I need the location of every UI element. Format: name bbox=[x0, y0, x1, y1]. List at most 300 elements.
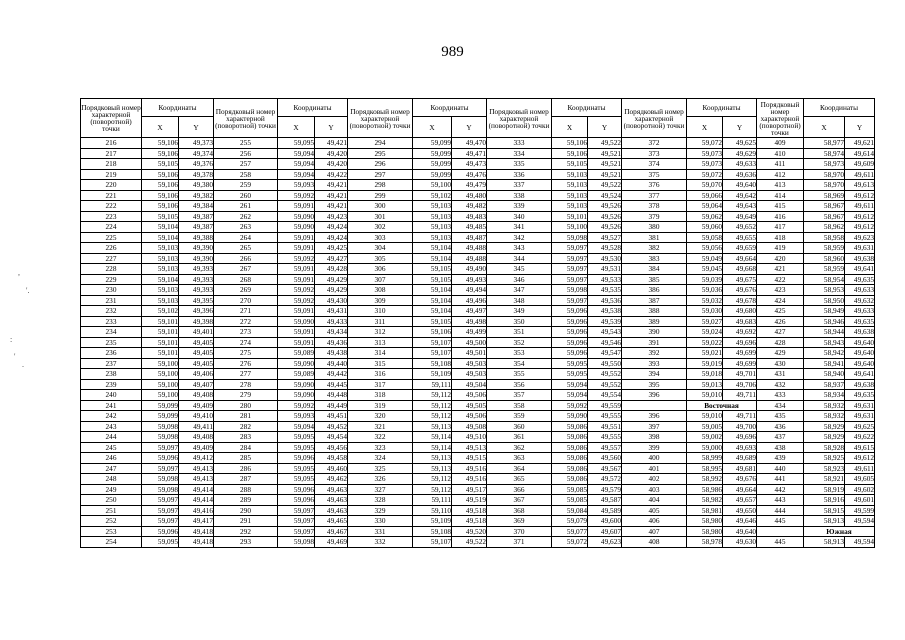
x-coordinate-cell: 59,111 bbox=[413, 495, 452, 506]
point-number-cell: 401 bbox=[622, 463, 687, 474]
point-number-cell: 263 bbox=[214, 222, 278, 233]
y-coordinate-cell: 49,636 bbox=[723, 169, 757, 180]
point-number-cell: 430 bbox=[757, 358, 804, 369]
y-coordinate-cell: 49,406 bbox=[179, 369, 214, 380]
x-coordinate-cell: 59,103 bbox=[142, 285, 179, 296]
x-coordinate-cell: 59,091 bbox=[278, 201, 315, 212]
point-number-cell: 440 bbox=[757, 463, 804, 474]
y-coordinate-cell: 49,382 bbox=[179, 190, 214, 201]
y-coordinate-cell: 49,393 bbox=[179, 285, 214, 296]
x-coordinate-cell: 59,092 bbox=[278, 253, 315, 264]
y-coordinate-cell: 49,482 bbox=[452, 201, 487, 212]
y-coordinate-cell: 49,675 bbox=[723, 274, 757, 285]
point-number-cell: 276 bbox=[214, 358, 278, 369]
y-coordinate-cell: 49,490 bbox=[452, 264, 487, 275]
y-coordinate-cell: 49,609 bbox=[845, 159, 875, 170]
x-coordinate-cell: 59,090 bbox=[278, 358, 315, 369]
x-coordinate-cell: 58,992 bbox=[687, 474, 723, 485]
y-coordinate-cell: 49,579 bbox=[588, 484, 622, 495]
x-coordinate-cell: 59,094 bbox=[552, 390, 588, 401]
y-coordinate-cell: 49,646 bbox=[723, 516, 757, 527]
x-coordinate-cell: 59,106 bbox=[142, 190, 179, 201]
y-coordinate-cell: 49,522 bbox=[588, 138, 622, 149]
y-coordinate-cell: 49,390 bbox=[179, 243, 214, 254]
y-coordinate-cell: 49,652 bbox=[723, 222, 757, 233]
table-row bbox=[81, 180, 875, 191]
point-number-cell: 304 bbox=[348, 243, 413, 254]
point-number-cell: 321 bbox=[348, 421, 413, 432]
table-row bbox=[81, 453, 875, 464]
y-coordinate-cell: 49,505 bbox=[452, 400, 487, 411]
x-coordinate-cell: 59,096 bbox=[142, 526, 179, 537]
table-row bbox=[81, 358, 875, 369]
point-number-cell: 231 bbox=[81, 295, 142, 306]
y-coordinate-cell: 49,501 bbox=[452, 348, 487, 359]
x-coordinate-cell: 59,072 bbox=[687, 169, 723, 180]
point-number-cell: 232 bbox=[81, 306, 142, 317]
y-coordinate-cell: 49,508 bbox=[452, 421, 487, 432]
y-coordinate-cell: 49,448 bbox=[315, 390, 348, 401]
x-coordinate-cell: 58,953 bbox=[804, 285, 845, 296]
x-coordinate-cell: 59,010 bbox=[687, 390, 723, 401]
x-coordinate-cell: 59,094 bbox=[552, 379, 588, 390]
point-number-cell: 337 bbox=[487, 180, 552, 191]
x-coordinate-cell: 59,103 bbox=[142, 243, 179, 254]
point-number-cell: 403 bbox=[622, 484, 687, 495]
y-coordinate-cell: 49,445 bbox=[315, 379, 348, 390]
x-coordinate-cell: 59,090 bbox=[278, 390, 315, 401]
point-number-cell: 254 bbox=[81, 537, 142, 548]
x-coordinate-cell: 59,099 bbox=[413, 159, 452, 170]
point-number-cell: 360 bbox=[487, 421, 552, 432]
y-coordinate-cell: 49,526 bbox=[588, 201, 622, 212]
x-coordinate-cell: 58,967 bbox=[804, 201, 845, 212]
x-coordinate-cell: 58,967 bbox=[804, 211, 845, 222]
point-number-cell: 420 bbox=[757, 253, 804, 264]
y-coordinate-cell: 49,611 bbox=[845, 169, 875, 180]
point-number-cell: 445 bbox=[757, 516, 804, 527]
y-coordinate-cell: 49,429 bbox=[315, 285, 348, 296]
x-column-header: X bbox=[278, 117, 315, 138]
y-coordinate-cell: 49,498 bbox=[452, 316, 487, 327]
margin-mark: : bbox=[10, 335, 13, 344]
point-number-cell: 409 bbox=[757, 138, 804, 149]
y-coordinate-cell: 49,393 bbox=[179, 264, 214, 275]
y-coordinate-cell: 49,594 bbox=[845, 537, 875, 548]
point-number-cell: 369 bbox=[487, 516, 552, 527]
y-coordinate-cell: 49,413 bbox=[179, 474, 214, 485]
point-number-cell: 417 bbox=[757, 222, 804, 233]
y-coordinate-cell: 49,411 bbox=[179, 421, 214, 432]
x-coordinate-cell: 59,097 bbox=[142, 516, 179, 527]
x-coordinate-cell: 59,097 bbox=[142, 505, 179, 516]
y-coordinate-cell: 49,380 bbox=[179, 180, 214, 191]
y-coordinate-cell: 49,668 bbox=[723, 264, 757, 275]
y-column-header: Y bbox=[452, 117, 487, 138]
y-coordinate-cell: 49,535 bbox=[588, 285, 622, 296]
point-number-cell: 233 bbox=[81, 316, 142, 327]
x-coordinate-cell: 59,092 bbox=[278, 400, 315, 411]
x-coordinate-cell: 59,096 bbox=[552, 337, 588, 348]
x-coordinate-cell: 59,108 bbox=[413, 526, 452, 537]
y-coordinate-cell: 49,409 bbox=[179, 442, 214, 453]
x-coordinate-cell: 59,095 bbox=[142, 537, 179, 548]
x-coordinate-cell: 59,095 bbox=[278, 463, 315, 474]
coordinates-header: Координаты bbox=[804, 99, 875, 117]
x-coordinate-cell: 59,106 bbox=[142, 169, 179, 180]
point-number-cell: 426 bbox=[757, 316, 804, 327]
x-coordinate-cell: 59,089 bbox=[278, 348, 315, 359]
y-coordinate-cell: 49,614 bbox=[845, 148, 875, 159]
x-coordinate-cell: 59,106 bbox=[552, 148, 588, 159]
x-coordinate-cell: 58,969 bbox=[804, 190, 845, 201]
x-coordinate-cell: 59,109 bbox=[413, 516, 452, 527]
point-number-cell: 241 bbox=[81, 400, 142, 411]
y-coordinate-cell: 49,390 bbox=[179, 253, 214, 264]
x-coordinate-cell: 59,100 bbox=[142, 379, 179, 390]
point-number-cell: 356 bbox=[487, 379, 552, 390]
y-coordinate-cell: 49,587 bbox=[588, 495, 622, 506]
coordinates-header: Координаты bbox=[142, 99, 214, 117]
y-coordinate-cell: 49,520 bbox=[452, 526, 487, 537]
x-coordinate-cell: 58,960 bbox=[804, 253, 845, 264]
x-coordinate-cell: 59,099 bbox=[413, 169, 452, 180]
margin-mark: . bbox=[22, 360, 24, 369]
x-coordinate-cell: 58,941 bbox=[804, 358, 845, 369]
point-number-cell: 319 bbox=[348, 400, 413, 411]
x-coordinate-cell: 59,103 bbox=[142, 264, 179, 275]
x-coordinate-cell: 58,995 bbox=[687, 463, 723, 474]
y-coordinate-cell: 49,473 bbox=[452, 159, 487, 170]
y-coordinate-cell: 49,463 bbox=[315, 484, 348, 495]
point-number-cell: 251 bbox=[81, 505, 142, 516]
y-coordinate-cell: 49,396 bbox=[179, 306, 214, 317]
y-coordinate-cell: 49,633 bbox=[845, 306, 875, 317]
y-coordinate-cell: 49,521 bbox=[588, 148, 622, 159]
y-coordinate-cell: 49,516 bbox=[452, 463, 487, 474]
margin-mark: '. bbox=[26, 286, 30, 295]
point-number-cell: 388 bbox=[622, 306, 687, 317]
x-coordinate-cell: 59,093 bbox=[278, 411, 315, 422]
x-coordinate-cell: 58,986 bbox=[687, 484, 723, 495]
x-coordinate-cell: 58,981 bbox=[687, 505, 723, 516]
table-row bbox=[81, 190, 875, 201]
point-number-cell: 316 bbox=[348, 369, 413, 380]
table-row bbox=[81, 369, 875, 380]
x-coordinate-cell: 59,097 bbox=[142, 442, 179, 453]
table-row bbox=[81, 201, 875, 212]
point-number-cell: 223 bbox=[81, 211, 142, 222]
point-number-cell: 434 bbox=[757, 400, 804, 411]
x-coordinate-cell: 59,090 bbox=[278, 211, 315, 222]
point-number-cell: 294 bbox=[348, 138, 413, 149]
x-coordinate-cell: 59,103 bbox=[413, 211, 452, 222]
table-row bbox=[81, 211, 875, 222]
y-coordinate-cell: 49,536 bbox=[588, 295, 622, 306]
table-row bbox=[81, 316, 875, 327]
x-coordinate-cell: 59,099 bbox=[142, 400, 179, 411]
point-number-cell bbox=[757, 526, 804, 537]
y-coordinate-cell: 49,378 bbox=[179, 169, 214, 180]
point-number-cell: 404 bbox=[622, 495, 687, 506]
x-coordinate-cell: 59,101 bbox=[142, 337, 179, 348]
x-coordinate-cell: 59,013 bbox=[687, 379, 723, 390]
x-coordinate-cell: 59,100 bbox=[142, 358, 179, 369]
x-coordinate-cell: 58,913 bbox=[804, 537, 845, 548]
point-number-header: Порядковый номер характерной (поворотной) точки bbox=[622, 99, 687, 138]
y-coordinate-cell: 49,555 bbox=[588, 432, 622, 443]
point-number-cell: 307 bbox=[348, 274, 413, 285]
x-coordinate-cell: 59,064 bbox=[687, 201, 723, 212]
x-coordinate-cell: 59,024 bbox=[687, 327, 723, 338]
point-number-cell: 358 bbox=[487, 400, 552, 411]
point-number-cell: 226 bbox=[81, 243, 142, 254]
x-coordinate-cell: 59,103 bbox=[142, 295, 179, 306]
margin-mark: ' bbox=[14, 352, 16, 361]
y-coordinate-cell: 49,633 bbox=[845, 285, 875, 296]
y-coordinate-cell: 49,425 bbox=[315, 243, 348, 254]
point-number-cell: 382 bbox=[622, 243, 687, 254]
point-number-cell: 311 bbox=[348, 316, 413, 327]
y-coordinate-cell: 49,421 bbox=[315, 201, 348, 212]
y-coordinate-cell: 49,434 bbox=[315, 327, 348, 338]
x-coordinate-cell: 58,959 bbox=[804, 264, 845, 275]
point-number-cell: 324 bbox=[348, 453, 413, 464]
table-row bbox=[81, 400, 875, 411]
table-header bbox=[81, 99, 875, 138]
point-number-cell: 361 bbox=[487, 432, 552, 443]
y-coordinate-cell: 49,504 bbox=[452, 379, 487, 390]
y-coordinate-cell: 49,701 bbox=[723, 369, 757, 380]
y-coordinate-cell: 49,413 bbox=[179, 463, 214, 474]
x-coordinate-cell: 59,089 bbox=[278, 369, 315, 380]
point-number-header: Порядковый номер характерной (поворотной) точки bbox=[81, 99, 142, 138]
point-number-cell: 418 bbox=[757, 232, 804, 243]
x-column-header: X bbox=[142, 117, 179, 138]
y-coordinate-cell: 49,642 bbox=[723, 190, 757, 201]
point-number-cell: 225 bbox=[81, 232, 142, 243]
point-number-cell: 297 bbox=[348, 169, 413, 180]
x-coordinate-cell: 59,097 bbox=[552, 243, 588, 254]
x-coordinate-cell: 59,086 bbox=[552, 442, 588, 453]
y-coordinate-cell: 49,664 bbox=[723, 484, 757, 495]
y-coordinate-cell: 49,387 bbox=[179, 211, 214, 222]
x-coordinate-cell: 58,944 bbox=[804, 327, 845, 338]
y-coordinate-cell: 49,526 bbox=[588, 222, 622, 233]
x-coordinate-cell: 59,095 bbox=[278, 138, 315, 149]
point-number-cell: 339 bbox=[487, 201, 552, 212]
point-number-cell: 377 bbox=[622, 190, 687, 201]
point-number-cell: 331 bbox=[348, 526, 413, 537]
point-number-cell: 392 bbox=[622, 348, 687, 359]
x-coordinate-cell: 59,103 bbox=[413, 201, 452, 212]
x-coordinate-cell: 59,101 bbox=[142, 348, 179, 359]
y-coordinate-cell: 49,612 bbox=[845, 211, 875, 222]
x-coordinate-cell: 59,112 bbox=[413, 411, 452, 422]
y-coordinate-cell: 49,519 bbox=[452, 495, 487, 506]
point-number-cell: 419 bbox=[757, 243, 804, 254]
point-number-cell: 385 bbox=[622, 274, 687, 285]
x-coordinate-cell: 59,018 bbox=[687, 369, 723, 380]
y-coordinate-cell: 49,638 bbox=[845, 379, 875, 390]
x-coordinate-cell: 59,066 bbox=[687, 190, 723, 201]
x-coordinate-cell: 59,113 bbox=[413, 421, 452, 432]
point-number-cell: 260 bbox=[214, 190, 278, 201]
y-coordinate-cell: 49,599 bbox=[845, 505, 875, 516]
point-number-cell: 396 bbox=[622, 390, 687, 401]
y-coordinate-cell: 49,499 bbox=[452, 327, 487, 338]
point-number-cell: 265 bbox=[214, 243, 278, 254]
y-coordinate-cell: 49,485 bbox=[452, 222, 487, 233]
x-coordinate-cell: 59,104 bbox=[413, 253, 452, 264]
x-coordinate-cell: 58,970 bbox=[804, 180, 845, 191]
y-coordinate-cell: 49,480 bbox=[452, 190, 487, 201]
y-coordinate-cell: 49,456 bbox=[315, 442, 348, 453]
point-number-cell: 437 bbox=[757, 432, 804, 443]
point-number-cell: 366 bbox=[487, 484, 552, 495]
y-coordinate-cell: 49,442 bbox=[315, 369, 348, 380]
point-number-cell: 408 bbox=[622, 537, 687, 548]
y-coordinate-cell: 49,421 bbox=[315, 180, 348, 191]
y-coordinate-cell: 49,405 bbox=[179, 348, 214, 359]
y-coordinate-cell: 49,533 bbox=[588, 274, 622, 285]
y-coordinate-cell: 49,655 bbox=[723, 232, 757, 243]
x-coordinate-cell: 58,977 bbox=[804, 138, 845, 149]
point-number-cell: 222 bbox=[81, 201, 142, 212]
y-coordinate-cell: 49,559 bbox=[588, 400, 622, 411]
x-coordinate-cell: 59,114 bbox=[413, 432, 452, 443]
x-coordinate-cell: 59,112 bbox=[413, 390, 452, 401]
point-number-cell: 347 bbox=[487, 285, 552, 296]
y-coordinate-cell: 49,420 bbox=[315, 159, 348, 170]
y-coordinate-cell: 49,410 bbox=[179, 411, 214, 422]
point-number-cell: 268 bbox=[214, 274, 278, 285]
x-coordinate-cell: 59,091 bbox=[278, 337, 315, 348]
x-coordinate-cell: 59,104 bbox=[413, 306, 452, 317]
x-coordinate-cell: 59,112 bbox=[413, 474, 452, 485]
y-coordinate-cell: 49,524 bbox=[588, 190, 622, 201]
table-body bbox=[81, 138, 875, 548]
x-coordinate-cell: 59,090 bbox=[278, 222, 315, 233]
point-number-cell: 387 bbox=[622, 295, 687, 306]
y-coordinate-cell: 49,527 bbox=[588, 232, 622, 243]
point-number-cell: 444 bbox=[757, 505, 804, 516]
x-coordinate-cell: 59,085 bbox=[552, 495, 588, 506]
y-coordinate-cell: 49,601 bbox=[845, 495, 875, 506]
point-number-cell: 398 bbox=[622, 432, 687, 443]
y-coordinate-cell: 49,488 bbox=[452, 253, 487, 264]
point-number-cell: 372 bbox=[622, 138, 687, 149]
point-number-cell: 405 bbox=[622, 505, 687, 516]
y-coordinate-cell: 49,594 bbox=[845, 516, 875, 527]
point-number-cell: 224 bbox=[81, 222, 142, 233]
y-coordinate-cell: 49,476 bbox=[452, 169, 487, 180]
point-number-cell: 357 bbox=[487, 390, 552, 401]
y-column-header: Y bbox=[179, 117, 214, 138]
y-column-header: Y bbox=[588, 117, 622, 138]
y-coordinate-cell: 49,711 bbox=[723, 411, 757, 422]
x-coordinate-cell: 59,101 bbox=[142, 327, 179, 338]
x-coordinate-cell: 59,100 bbox=[142, 369, 179, 380]
y-coordinate-cell: 49,460 bbox=[315, 463, 348, 474]
point-number-cell: 322 bbox=[348, 432, 413, 443]
x-coordinate-cell: 59,099 bbox=[142, 411, 179, 422]
x-coordinate-cell: 58,959 bbox=[804, 243, 845, 254]
table-row bbox=[81, 222, 875, 233]
point-number-cell: 221 bbox=[81, 190, 142, 201]
y-coordinate-cell: 49,506 bbox=[452, 390, 487, 401]
x-coordinate-cell: 59,073 bbox=[687, 159, 723, 170]
x-coordinate-cell: 59,113 bbox=[413, 463, 452, 474]
point-number-cell: 425 bbox=[757, 306, 804, 317]
y-coordinate-cell: 49,625 bbox=[845, 421, 875, 432]
x-coordinate-cell: 59,107 bbox=[413, 337, 452, 348]
point-number-cell: 301 bbox=[348, 211, 413, 222]
y-coordinate-cell: 49,567 bbox=[588, 463, 622, 474]
y-coordinate-cell: 49,613 bbox=[845, 180, 875, 191]
x-coordinate-cell: 59,000 bbox=[687, 442, 723, 453]
y-coordinate-cell: 49,554 bbox=[588, 390, 622, 401]
point-number-cell: 333 bbox=[487, 138, 552, 149]
y-coordinate-cell: 49,423 bbox=[315, 211, 348, 222]
x-coordinate-cell: 59,103 bbox=[552, 169, 588, 180]
point-number-cell: 346 bbox=[487, 274, 552, 285]
x-coordinate-cell: 59,097 bbox=[278, 505, 315, 516]
x-coordinate-cell: 58,980 bbox=[687, 516, 723, 527]
table-row bbox=[81, 148, 875, 159]
x-coordinate-cell: 59,106 bbox=[552, 138, 588, 149]
table-row bbox=[81, 348, 875, 359]
x-coordinate-cell: 59,103 bbox=[552, 180, 588, 191]
point-number-cell: 246 bbox=[81, 453, 142, 464]
point-number-cell: 350 bbox=[487, 316, 552, 327]
point-number-cell: 274 bbox=[214, 337, 278, 348]
point-number-cell: 306 bbox=[348, 264, 413, 275]
y-coordinate-cell: 49,631 bbox=[845, 411, 875, 422]
point-number-cell: 429 bbox=[757, 348, 804, 359]
x-coordinate-cell: 59,103 bbox=[413, 222, 452, 233]
y-coordinate-cell: 49,640 bbox=[723, 526, 757, 537]
x-coordinate-cell: 59,100 bbox=[142, 390, 179, 401]
coordinates-header: Координаты bbox=[278, 99, 348, 117]
x-coordinate-cell: 59,062 bbox=[687, 211, 723, 222]
point-number-cell: 317 bbox=[348, 379, 413, 390]
y-coordinate-cell: 49,612 bbox=[845, 190, 875, 201]
y-coordinate-cell: 49,632 bbox=[845, 295, 875, 306]
y-coordinate-cell: 49,657 bbox=[723, 495, 757, 506]
point-number-cell: 351 bbox=[487, 327, 552, 338]
x-coordinate-cell: 59,096 bbox=[278, 495, 315, 506]
x-coordinate-cell: 59,107 bbox=[413, 537, 452, 548]
x-coordinate-cell: 59,104 bbox=[142, 232, 179, 243]
x-coordinate-cell: 59,106 bbox=[142, 180, 179, 191]
point-number-cell: 378 bbox=[622, 201, 687, 212]
point-number-cell: 245 bbox=[81, 442, 142, 453]
point-number-cell: 379 bbox=[622, 211, 687, 222]
y-coordinate-cell: 49,699 bbox=[723, 348, 757, 359]
y-coordinate-cell: 49,683 bbox=[723, 316, 757, 327]
x-coordinate-cell: 59,098 bbox=[552, 232, 588, 243]
y-coordinate-cell: 49,497 bbox=[452, 306, 487, 317]
point-number-cell: 302 bbox=[348, 222, 413, 233]
y-coordinate-cell: 49,696 bbox=[723, 337, 757, 348]
point-number-cell: 394 bbox=[622, 369, 687, 380]
section-label-cell: Южная bbox=[804, 526, 875, 537]
x-coordinate-cell: 59,105 bbox=[142, 211, 179, 222]
point-number-cell: 423 bbox=[757, 285, 804, 296]
x-coordinate-cell: 59,086 bbox=[552, 453, 588, 464]
y-coordinate-cell: 49,692 bbox=[723, 327, 757, 338]
